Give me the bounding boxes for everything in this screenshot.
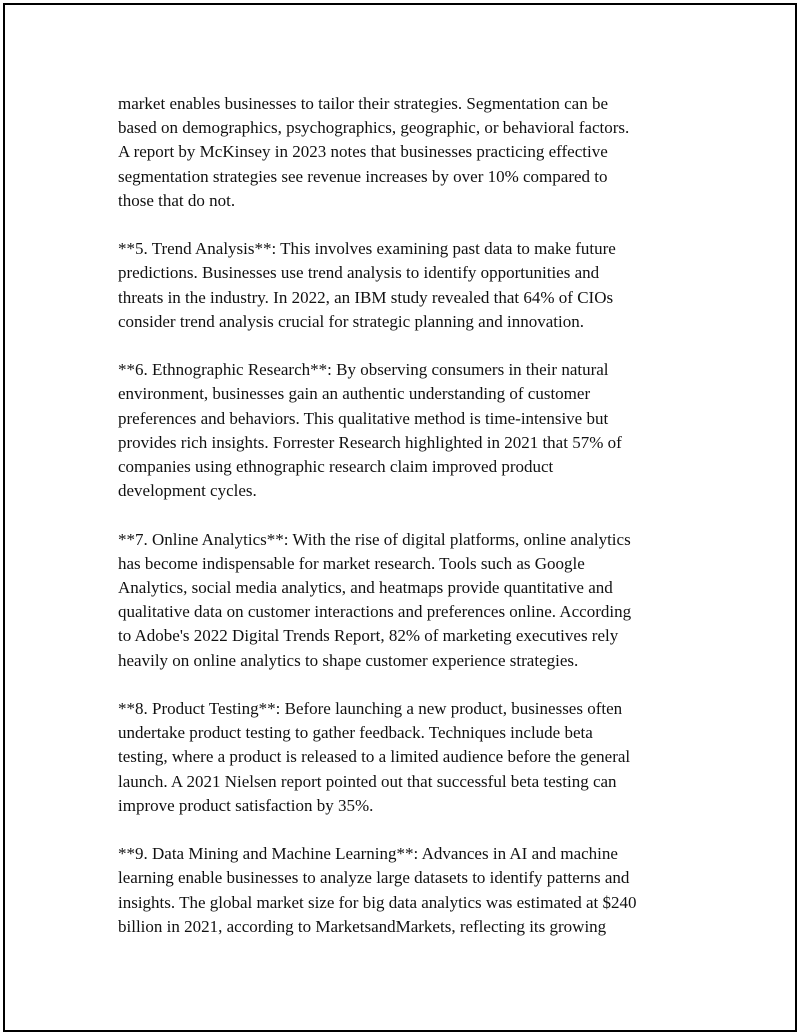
text-line: Analytics, social media analytics, and heatmaps provide quantitative and — [118, 578, 613, 598]
text-line: those that do not. — [118, 190, 236, 210]
text-line: market enables businesses to tailor their strategies. Segmentation can be — [118, 94, 609, 113]
text-line: insights. The global market size for big data analytics was estimated at $240 — [118, 892, 637, 912]
text-line: **7. Online Analytics**: With the rise of digital platforms, online analytics — [118, 529, 631, 549]
paragraph-trend-analysis — [118, 237, 698, 334]
document-body — [118, 92, 698, 963]
text-line: companies using ethnographic research claim improved product — [118, 457, 554, 477]
text-line: consider trend analysis crucial for strategic planning and innovation. — [118, 311, 584, 331]
text-line: learning enable businesses to analyze large datasets to identify patterns and — [118, 868, 630, 888]
text-line: **8. Product Testing**: Before launching a new product, businesses often — [118, 699, 623, 719]
text-line: undertake product testing to gather feedback. Techniques include beta — [118, 723, 593, 743]
text-line: improve product satisfaction by 35%. — [118, 795, 374, 815]
paragraph-product-testing — [118, 697, 698, 818]
text-line: qualitative data on customer interactions and preferences online. According — [118, 602, 632, 622]
text-line: segmentation strategies see revenue increases by over 10% compared to — [118, 166, 608, 186]
text-line: launch. A 2021 Nielsen report pointed out that successful beta testing can — [118, 771, 617, 791]
text-line: **5. Trend Analysis**: This involves examining past data to make future — [118, 239, 616, 259]
text-line: provides rich insights. Forrester Research highlighted in 2021 that 57% of — [118, 432, 622, 452]
text-line: based on demographics, psychographics, geographic, or behavioral factors. — [118, 118, 630, 138]
text-line: preferences and behaviors. This qualitative method is time-intensive but — [118, 408, 609, 428]
text-line: development cycles. — [118, 481, 257, 501]
text-line: **6. Ethnographic Research**: By observing consumers in their natural — [118, 360, 609, 380]
paragraph-segmentation — [118, 92, 698, 213]
text-line: A report by McKinsey in 2023 notes that businesses practicing effective — [118, 142, 608, 162]
text-line: **9. Data Mining and Machine Learning**: Advances in AI and machine — [118, 844, 618, 864]
text-line: heavily on online analytics to shape customer experience strategies. — [118, 650, 579, 670]
text-line: has become indispensable for market research. Tools such as Google — [118, 553, 585, 573]
paragraph-ethnographic-research — [118, 358, 698, 503]
text-line: environment, businesses gain an authentic understanding of customer — [118, 384, 591, 404]
text-line: billion in 2021, according to MarketsandMarkets, reflecting its growing — [118, 916, 607, 936]
paragraph-online-analytics — [118, 528, 698, 673]
text-line: threats in the industry. In 2022, an IBM study revealed that 64% of CIOs — [118, 287, 614, 307]
text-line: predictions. Businesses use trend analysis to identify opportunities and — [118, 263, 600, 283]
text-line: testing, where a product is released to a limited audience before the general — [118, 747, 631, 767]
text-line: to Adobe's 2022 Digital Trends Report, 82% of marketing executives rely — [118, 626, 619, 646]
paragraph-data-mining — [118, 842, 698, 939]
